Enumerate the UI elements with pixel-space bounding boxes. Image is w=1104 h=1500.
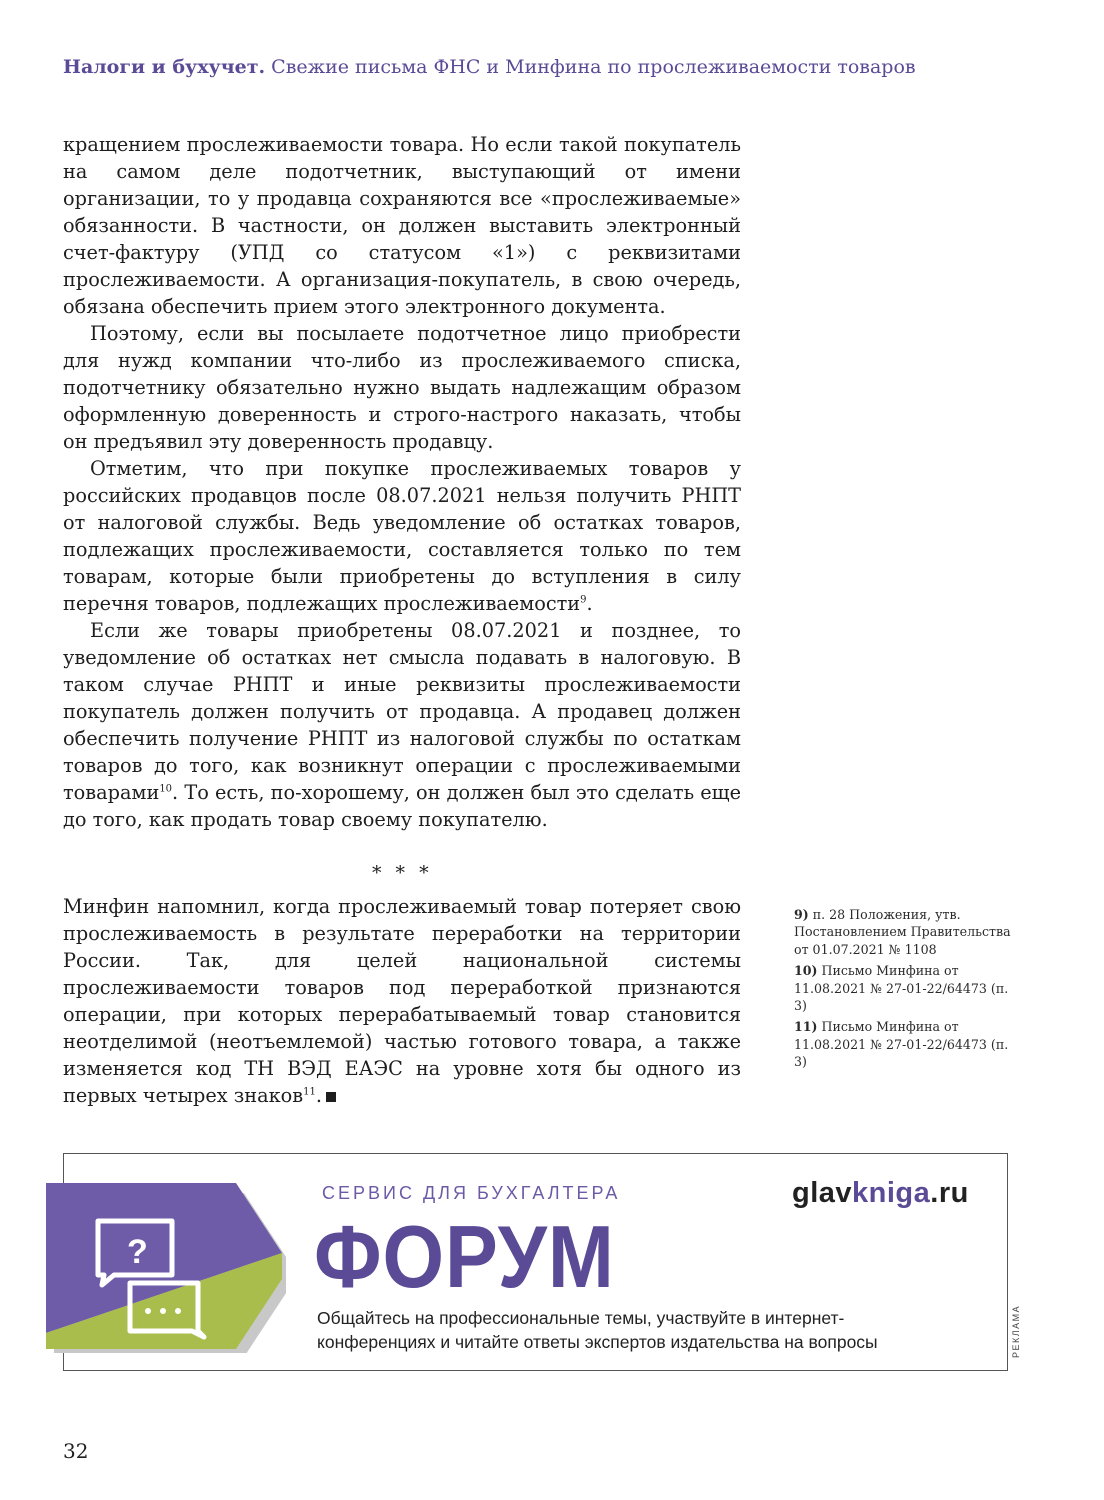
paragraph-2: Поэтому, если вы посылаете подотчетное лицо приобрести для нужд компании что-либо из прослеживаемого списка, подотчетнику обязательно нужно выдать надлежащим образом оформленную доверенность и строго-настрого наказать, чтобы он предъявил эту доверенность продавцу. (63, 322, 741, 453)
paragraph-5: Минфин напомнил, когда прослеживаемый товар потеряет свою прослеживаемость в результате переработки на территории России. Так, для целей национальной системы прослеживаемости товаров под переработкой признаются операции, при которых перерабатываемый товар становится неотделимой (неотъемлемой) частью готового товара, а также изменяется код ТН ВЭД ЕАЭС на уровне хотя бы одного из первых четырех знаков$^{11}$. (63, 895, 741, 1107)
paragraph-1: кращением прослеживаемости товара. Но если такой покупатель на самом деле подотчетник, выступающий от имени организации, то у продавца сохраняются все «прослеживаемые» обязанности. В частности, он должен выставить электронный счет-фактуру (УПД со статусом «1») с реквизитами прослеживаемости. А организация-покупатель, в свою очередь, обязана обеспечить прием этого электронного документа. (63, 133, 741, 318)
ad-kicker: СЕРВИС ДЛЯ БУХГАЛТЕРА (322, 1183, 621, 1203)
article-body (63, 131, 741, 833)
svg-text:?: ? (127, 1233, 148, 1271)
footnote-ref-11[interactable]: 11 (303, 1086, 316, 1098)
header-subtitle: Свежие письма ФНС и Минфина по прослеживаемости товаров (271, 56, 916, 78)
paragraph-4: Если же товары приобретены 08.07.2021 и позднее, то уведомление об остатках нет смысла подавать в налоговую. В таком случае РНПТ и иные реквизиты прослеживаемости покупатель должен получить от продавца. А продавец должен обеспечить получение РНПТ из налоговой службы по остаткам товаров до того, как возникнут операции с прослеживаемыми товарами$^{10}$. То есть, по-хорошему, он должен был это сделать еще до того, как продать товар своему покупателю. (63, 619, 741, 831)
forum-banner-art (46, 1183, 286, 1353)
paragraph-3: Отметим, что при покупке прослеживаемых товаров у российских продавцов после 08.07.2021 нельзя получить РНПТ от налоговой службы. Ведь уведомление об остатках товаров, подлежащих прослеживаемости, составляется только по тем товарам, которые были приобретены до вступления в силу перечня товаров, подлежащих прослеживаемости$^9$. (63, 457, 741, 615)
end-of-article-mark (326, 1092, 336, 1102)
article-tail (63, 893, 741, 1109)
footnote-ref-10[interactable]: 10 (159, 783, 173, 795)
footnote-10: 10) Письмо Минфина от 11.08.2021 № 27-01-22/64473 (п. 3) (794, 963, 1009, 1014)
ad-label: РЕКЛАМА (1011, 1304, 1021, 1358)
footnote-11: 11) Письмо Минфина от 11.08.2021 № 27-01-22/64473 (п. 3) (794, 1019, 1009, 1070)
ad-title: ФОРУМ (314, 1207, 615, 1306)
footnote-9: 9) п. 28 Положения, утв. Постановлением Правительства от 01.07.2021 № 1108 (794, 907, 1011, 957)
footnote-ref-9[interactable]: 9 (580, 594, 587, 606)
section-separator: * * * (372, 862, 433, 884)
ad-domain-link[interactable]: glavkniga.ru (792, 1177, 969, 1209)
page-number: 32 (63, 1439, 89, 1463)
header-section: Налоги и бухучет. (63, 56, 266, 78)
footnotes (794, 906, 1019, 1075)
running-header (63, 56, 1043, 78)
forum-advertisement[interactable] (63, 1153, 1008, 1371)
ad-description: Общайтесь на профессиональные темы, участвуйте в интернет-конференциях и читайте ответы экспертов издательства на вопросы (317, 1308, 878, 1352)
